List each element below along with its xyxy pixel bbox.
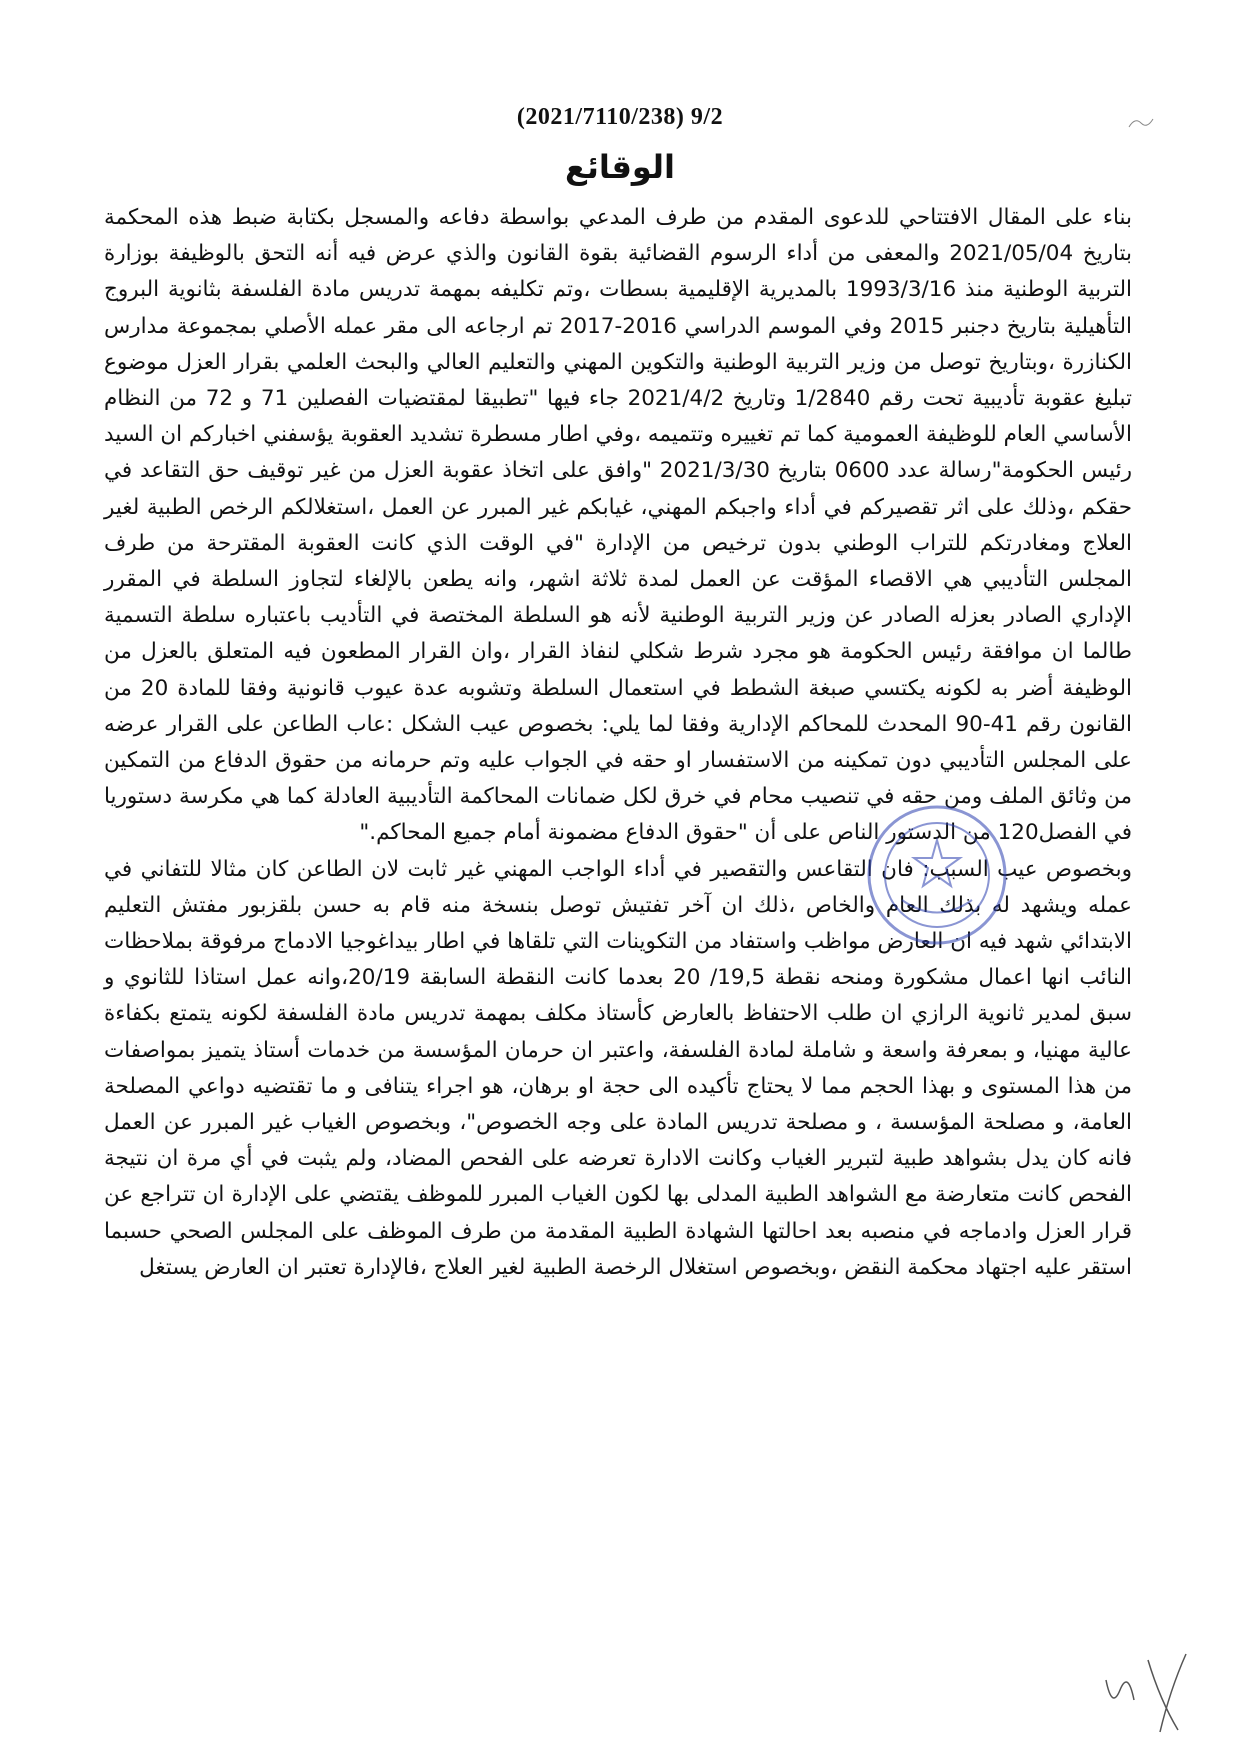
paragraph: وبخصوص عيب السبب: فان التقاعس والتقصير في أداء الواجب المهني غير ثابت لان الطاعن كان مثالا للتفاني في عمله ويشهد له بذلك العام والخاص ،ذلك ان آخر تفتيش توصل بنسخة منه قام به حسن بلقزبور مفتش التعليم الابتدائي شهد فيه ان العارض مواظب واستفاد من التكوينات التي تلقاها في اطار بيداغوجيا الادماج مرفوقة بملاحظات النائب انها اعمال مشكورة ومنحه نقطة 19,5/ 20 بعدما كانت النقطة السابقة 20/19،وانه عمل استاذا للثانوي و سبق لمدير ثانوية الرازي ان طلب الاحتفاظ بالعارض كأستاذ مكلف بمهمة تدريس مادة الفلسفة لكونه يتمتع بكفاءة عالية مهنيا، و بمعرفة واسعة و شاملة لمادة الفلسفة، واعتبر ان حرمان المؤسسة من خدمات أستاذ يتميز بمواصفات من هذا المستوى و بهذا الحجم مما لا يحتاج تأكيده الى حجة او برهان، هو اجراء يتنافى و ما تقتضيه دواعي المصلحة العامة، و مصلحة المؤسسة ، و مصلحة تدريس المادة على وجه الخصوص"، وبخصوص الغياب غير المبرر عن العمل فانه كان يدل بشواهد طبية لتبرير الغياب وكانت الادارة تعرضه على الفحص المضاد، ولم يثبت في أي مرة ان نتيجة الفحص كانت متعارضة مع الشواهد الطبية المدلى بها لكون الغياب المبرر للموظف يقتضي على الإدارة ان تتراجع عن قرار العزل وادماجه في منصبه بعد احالتها الشهادة الطبية المقدمة من طرف الموظف على المجلس الصحي حسبما استقر عليه اجتهاد محكمة النقض ،وبخصوص استغلال الرخصة الطبية لغير العلاج ،فالإدارة تعتبر ان العارض يستغل: [104, 856, 1132, 1280]
signature-icon: [1100, 1640, 1210, 1740]
paragraph: بناء على المقال الافتتاحي للدعوى المقدم من طرف المدعي بواسطة دفاعه والمسجل بكتابة ضبط هذه المحكمة بتاريخ 2021/05/04 والمعفى من أداء الرسوم القضائية بقوة القانون والذي عرض فيه أنه التحق بالوظيفة بوزارة التربية الوطنية منذ 1993/3/16 بالمديرية الإقليمية بسطات ،وتم تكليفه بمهمة تدريس مادة الفلسفة بثانوية البروج التأهيلية بتاريخ دجنبر 2015 وفي الموسم الدراسي 2016-2017 تم ارجاعه الى مقر عمله الأصلي بمجموعة مدارس الكنازرة ،وبتاريخ توصل من وزير التربية الوطنية والتكوين المهني والتعليم العالي والبحث العلمي بقرار العزل موضوع تبليغ عقوبة تأديبية تحت رقم 1/2840 وتاريخ 2021/4/2 جاء فيها "تطبيقا لمقتضيات الفصلين 71 و 72 من النظام الأساسي العام للوظيفة العمومية كما تم تغييره وتتميمه ،وفي اطار مسطرة تشديد العقوبة يؤسفني اخباركم ان السيد رئيس الحكومة"رسالة عدد 0600 بتاريخ 2021/3/30 "وافق على اتخاذ عقوبة العزل من غير توقيف حق التقاعد في حقكم ،وذلك على اثر تقصيركم في أداء واجبكم المهني، غيابكم غير المبرر عن العمل ،استغلالكم الرخص الطبية لغير العلاج ومغادرتكم للتراب الوطني بدون ترخيص من الإدارة "في الوقت الذي كانت العقوبة المقترحة من طرف المجلس التأديبي هي الاقصاء المؤقت عن العمل لمدة ثلاثة اشهر، وانه يطعن بالإلغاء لتجاوز السلطة في المقرر الإداري الصادر بعزله الصادر عن وزير التربية الوطنية لأنه هو السلطة المختصة في التأديب باعتباره سلطة التسمية طالما ان موافقة رئيس الحكومة هو مجرد شرط شكلي لنفاذ القرار ،وان القرار المطعون فيه المتعلق بالعزل من الوظيفة أضر به لكونه يكتسي صبغة الشطط في استعمال السلطة وتشوبه عدة عيوب قانونية وفقا للمادة 20 من القانون رقم 41-90 المحدث للمحاكم الإدارية وفقا لما يلي: بخصوص عيب الشكل :عاب الطاعن على القرار عرضه على المجلس التأديبي دون تمكينه من الاستفسار او حقه في الجواب عليه وتم حرمانه من حقوق الدفاع من التمكين من وثائق الملف ومن حقه في تنصيب محام في خرق لكل ضمانات المحاكمة التأديبية العادلة كما هي مكرسة دستوريا في الفصل120 من الدستور الناص على أن "حقوق الدفاع مضمونة أمام جميع المحاكم.": [104, 205, 1133, 846]
case-reference: (2021/7110/238) 9/2: [516, 104, 724, 130]
document-body: [104, 200, 1132, 1286]
section-title: الوقائع: [565, 148, 675, 186]
